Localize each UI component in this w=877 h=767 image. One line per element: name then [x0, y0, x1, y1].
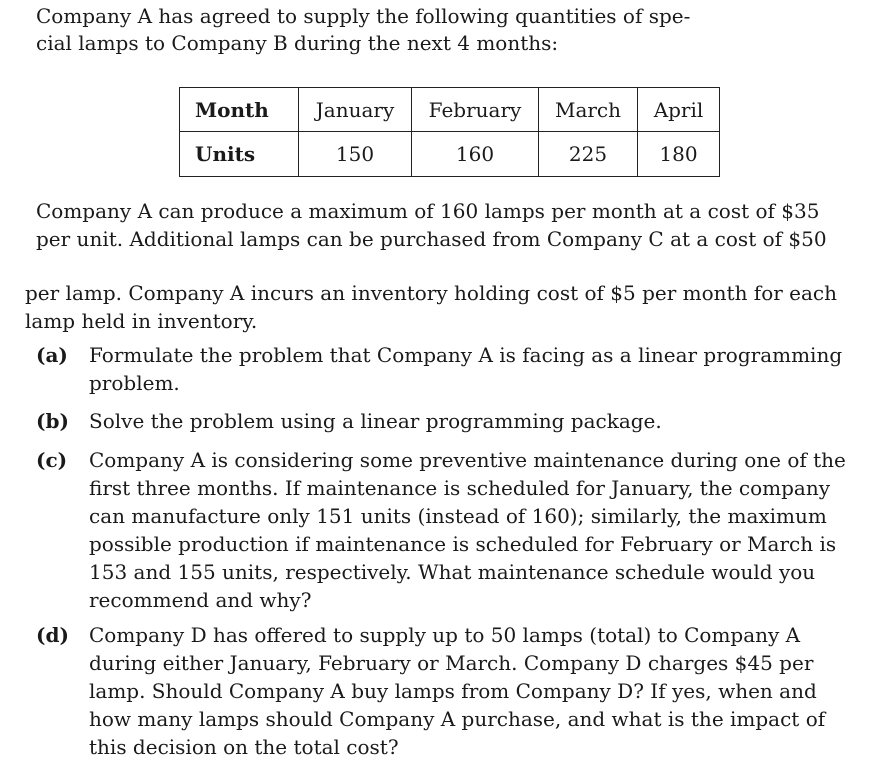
part-c-line: can manufacture only 151 units (instead of 160); similarly, the maximum — [89, 504, 827, 528]
table-cell-units-3: 225 — [539, 132, 638, 177]
paragraph-1-line-1: Company A can produce a maximum of 160 lamps per month at a cost of $35 — [36, 199, 820, 223]
paragraph-1-line-2: per unit. Additional lamps can be purchased from Company C at a cost of $50 — [36, 227, 827, 251]
table-cell-month-2: February — [412, 88, 539, 132]
part-c-line: possible production if maintenance is scheduled for February or March is — [89, 532, 837, 556]
part-a-line: Formulate the problem that Company A is facing as a linear programming — [89, 343, 843, 367]
table-cell-units-1: 150 — [299, 132, 412, 177]
part-c-label: (c) — [36, 448, 68, 472]
supply-table — [179, 87, 720, 177]
paragraph-2-line-2: lamp held in inventory. — [25, 309, 258, 333]
part-d-label: (d) — [36, 623, 69, 647]
part-c-line: Company A is considering some preventive maintenance during one of the — [89, 448, 846, 472]
part-b-line: Solve the problem using a linear programming package. — [89, 409, 662, 433]
table-cell-month-4: April — [638, 88, 720, 132]
part-c-line: recommend and why? — [89, 588, 312, 612]
part-d-line: during either January, February or March. Company D charges $45 per — [89, 651, 814, 675]
table-cell-units-4: 180 — [638, 132, 720, 177]
part-c-line: 153 and 155 units, respectively. What maintenance schedule would you — [89, 560, 816, 584]
table-cell-month-3: March — [539, 88, 638, 132]
part-c-line: first three months. If maintenance is scheduled for January, the company — [89, 476, 831, 500]
table-row-header-units: Units — [180, 132, 299, 177]
intro-line-1: Company A has agreed to supply the following quantities of spe- — [36, 4, 691, 28]
table-row-header-month: Month — [180, 88, 299, 132]
part-d-line: this decision on the total cost? — [89, 735, 399, 759]
table-cell-units-2: 160 — [412, 132, 539, 177]
part-d-line: lamp. Should Company A buy lamps from Company D? If yes, when and — [89, 679, 817, 703]
part-d-line: how many lamps should Company A purchase, and what is the impact of — [89, 707, 826, 731]
part-a-label: (a) — [36, 343, 68, 367]
table-row-units — [180, 132, 720, 177]
part-b-label: (b) — [36, 409, 69, 433]
table-cell-month-1: January — [299, 88, 412, 132]
part-d-line: Company D has offered to supply up to 50 lamps (total) to Company A — [89, 623, 801, 647]
paragraph-2-line-1: per lamp. Company A incurs an inventory holding cost of $5 per month for each — [25, 281, 838, 305]
intro-line-2: cial lamps to Company B during the next 4 months: — [36, 31, 559, 55]
table-row-month — [180, 88, 720, 132]
part-a-line: problem. — [89, 370, 180, 395]
